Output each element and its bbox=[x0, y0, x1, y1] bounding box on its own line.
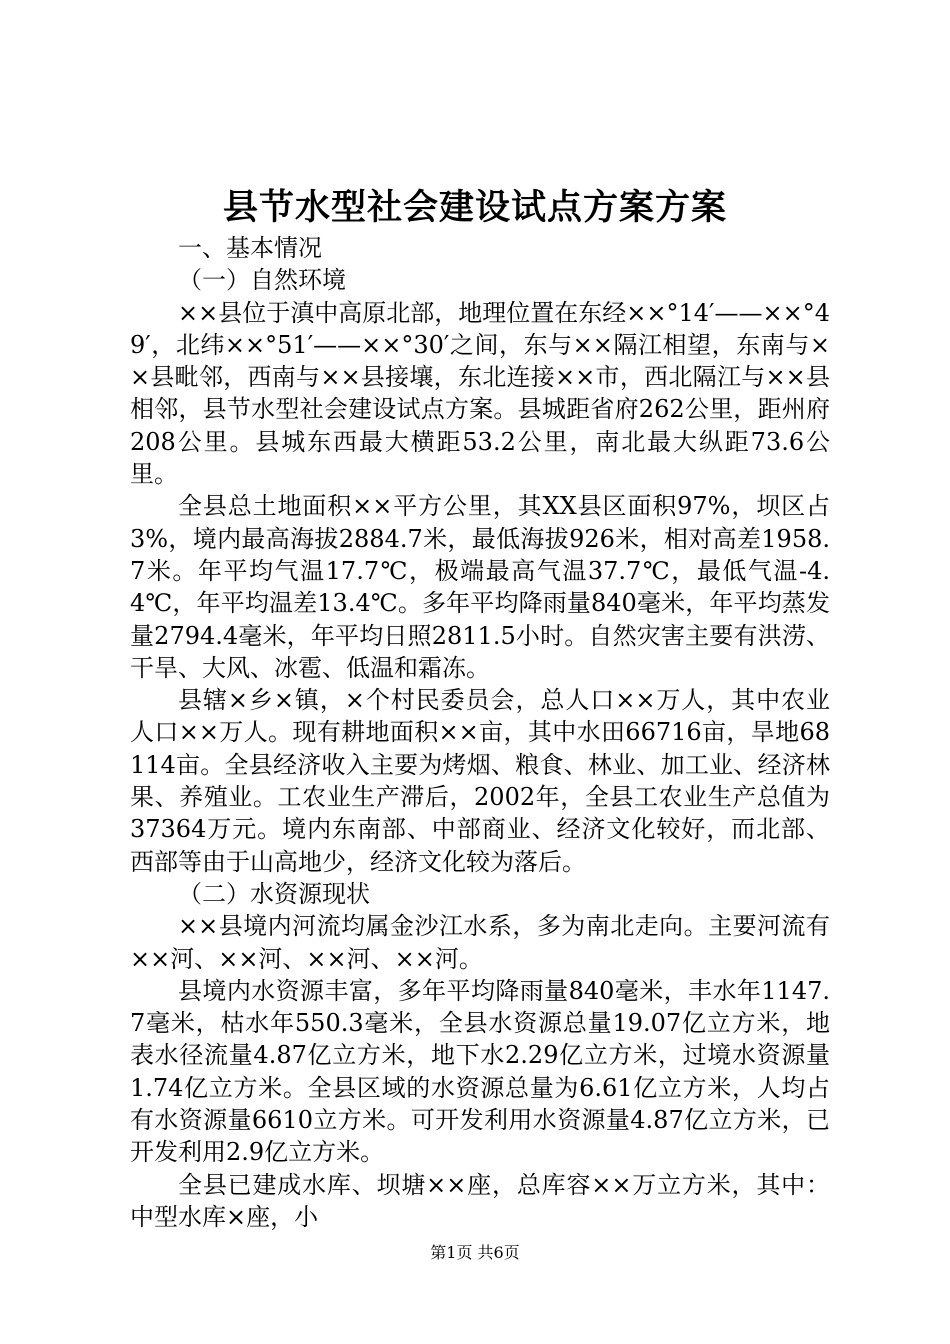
paragraph-reservoirs: 全县已建成水库、坝塘××座，总库容××万立方米，其中：中型水库×座，小 bbox=[130, 1170, 830, 1231]
page-number-footer: 第1页 共6页 bbox=[430, 1243, 520, 1262]
paragraph-population-economy: 县辖×乡×镇，×个村民委员会，总人口××万人，其中农业人口××万人。现有耕地面积××亩，其中水田66716亩，旱地68114亩。全县经济收入主要为烤烟、粮食、林业、加工业、经济林果、养殖业。工农业生产滞后，2002年，全县工农业生产总值为37364万元。境内东南部、中部商业、经济文化较好，而北部、西部等由于山高地少，经济文化较为落后。 bbox=[130, 686, 830, 876]
paragraph-rivers: ××县境内河流均属金沙江水系，多为南北走向。主要河流有××河、××河、××河、××河。 bbox=[130, 912, 830, 973]
subsection-heading-natural-environment: （一）自然环境 bbox=[178, 266, 346, 295]
section-heading-basic-info: 一、基本情况 bbox=[178, 234, 322, 262]
paragraph-geography: ××县位于滇中高原北部，地理位置在东经××°14′——××°49′，北纬××°51′——××°30′之间，东与××隔江相望，东南与××县毗邻，西南与××县接壤，东北连接××市，西北隔江与××县相邻，县节水型社会建设试点方案。县城距省府262公里，距州府208公里。县城东西最大横距53.2公里，南北最大纵距73.6公里。 bbox=[130, 298, 830, 489]
paragraph-water-resources: 县境内水资源丰富，多年平均降雨量840毫米，丰水年1147.7毫米，枯水年550.3毫米，全县水资源总量19.07亿立方米，地表水径流量4.87亿立方米，地下水2.29亿立方米，过境水资源量1.74亿立方米。全县区域的水资源总量为6.61亿立方米，人均占有水资源量6610立方米。可开发利用水资源量4.87亿立方米，已开发利用2.9亿立方米。 bbox=[130, 976, 830, 1167]
subsection-heading-water-resources: （二）水资源现状 bbox=[178, 879, 370, 908]
document-body bbox=[130, 232, 830, 1233]
paragraph-land-climate: 全县总土地面积××平方公里，其XX县区面积97%，坝区占3%，境内最高海拔2884.7米，最低海拔926米，相对高差1958.7米。年平均气温17.7℃，极端最高气温37.7℃，最低气温-4.4℃，年平均温差13.4℃。多年平均降雨量840毫米，年平均蒸发量2794.4毫米，年平均日照2811.5小时。自然灾害主要有洪涝、干旱、大风、冰雹、低温和霜冻。 bbox=[130, 492, 830, 682]
document-title: 县节水型社会建设试点方案方案 bbox=[222, 187, 727, 228]
